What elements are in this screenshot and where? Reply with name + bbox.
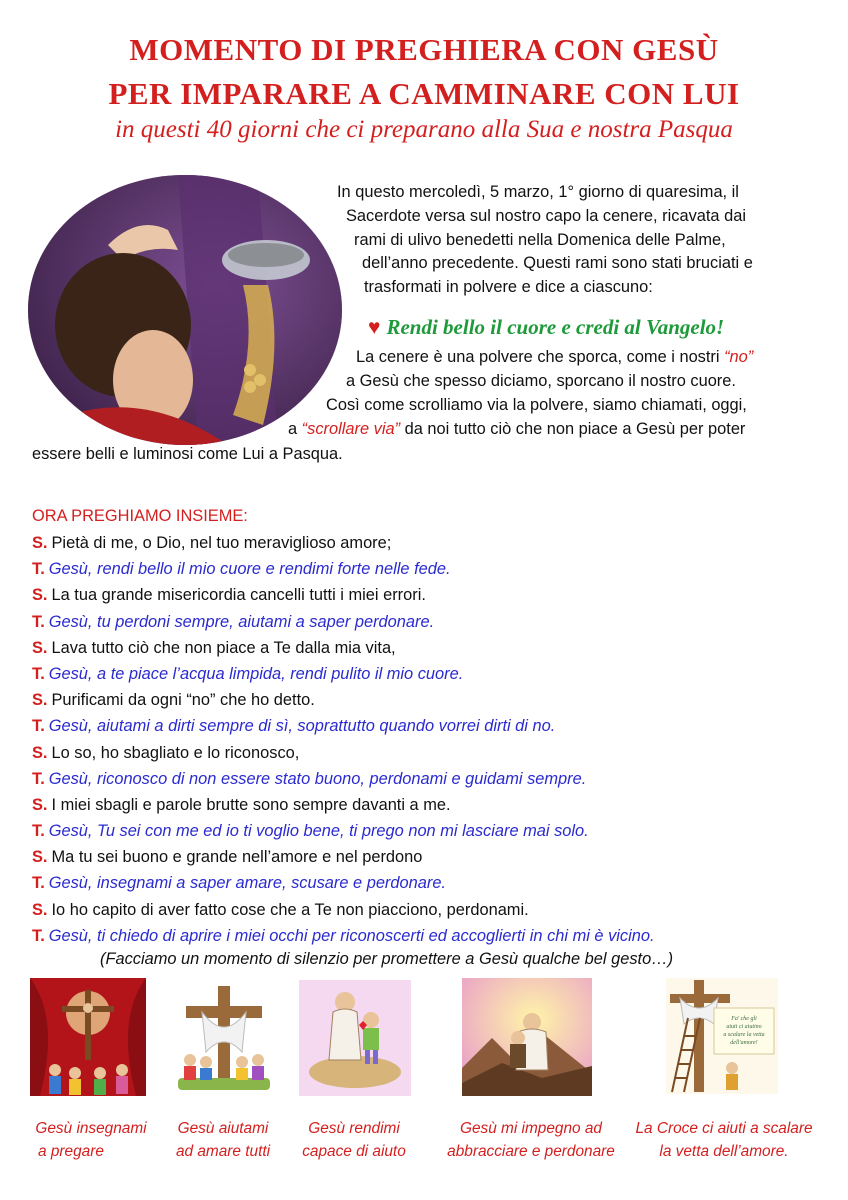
embrace-illustration bbox=[462, 978, 592, 1096]
prayer-line-s bbox=[32, 740, 832, 766]
caption-line-2: a pregare bbox=[38, 1143, 104, 1160]
prayer-line-s bbox=[32, 687, 832, 713]
prayer-line-t bbox=[32, 923, 832, 949]
prayer-line-t bbox=[32, 661, 832, 687]
intro-no-quote: “no” bbox=[724, 348, 754, 366]
prayer-line-t bbox=[32, 609, 832, 635]
image-ladder bbox=[666, 978, 778, 1094]
intro-line-8: Così come scrolliamo via la polvere, siamo chiamati, oggi, bbox=[326, 396, 747, 414]
ash-wednesday-photo bbox=[28, 175, 342, 445]
ash-wednesday-illustration bbox=[28, 175, 342, 445]
page-title-line-2: PER IMPARARE A CAMMINARE CON LUI bbox=[108, 76, 740, 111]
intro-line-3: rami di ulivo benedetti nella Domenica delle Palme, bbox=[354, 231, 726, 249]
speaker-label: S. bbox=[32, 900, 48, 919]
page-title-line-1: MOMENTO DI PREGHIERA CON GESÙ bbox=[129, 32, 719, 67]
prayer-text: Gesù, riconosco di non essere stato buono, perdonami e guidami sempre. bbox=[48, 769, 587, 788]
speaker-label: S. bbox=[32, 586, 48, 605]
page-subtitle: in questi 40 giorni che ci preparano alla Sua e nostra Pasqua bbox=[115, 116, 733, 143]
prayer-text: Gesù, a te piace l’acqua limpida, rendi pulito il mio cuore. bbox=[48, 664, 464, 683]
prayer-text: Lava tutto ciò che non piace a Te dalla mia vita, bbox=[51, 638, 396, 657]
heart-icon: ♥ bbox=[368, 315, 381, 339]
speaker-label: S. bbox=[32, 691, 48, 710]
prayer-text: Purificami da ogni “no” che ho detto. bbox=[51, 691, 315, 710]
prayer-line-s bbox=[32, 530, 832, 556]
ladder-sign-text: a scalare la vetta bbox=[723, 1032, 765, 1038]
prayer-line-t bbox=[32, 713, 832, 739]
caption-ladder bbox=[624, 1117, 824, 1163]
intro-line-9-end: da noi tutto ciò che non piace a Gesù per poter bbox=[400, 420, 746, 438]
jesus-helping-illustration bbox=[299, 980, 411, 1096]
prayer-line-s bbox=[32, 582, 832, 608]
speaker-label: T. bbox=[32, 874, 45, 893]
speaker-label: S. bbox=[32, 848, 48, 867]
ladder-sign-text: dell'amore! bbox=[730, 1040, 758, 1046]
intro-line-6 bbox=[356, 346, 753, 370]
caption-line-1: Gesù mi impegno ad bbox=[459, 1120, 602, 1137]
caption-line-1: Gesù aiutami bbox=[177, 1120, 269, 1137]
speaker-label: T. bbox=[32, 560, 45, 579]
prayer-text: Pietà di me, o Dio, nel tuo meraviglioso amore; bbox=[51, 534, 392, 552]
cross-ladder-illustration bbox=[666, 978, 778, 1094]
speaker-label: T. bbox=[32, 664, 45, 683]
prayer-text: Gesù, aiutami a dirti sempre di sì, soprattutto quando vorrei dirti di no. bbox=[48, 717, 556, 736]
prayer-text: Ma tu sei buono e grande nell’amore e nel perdono bbox=[51, 848, 423, 867]
speaker-label: T. bbox=[32, 822, 45, 841]
intro-scrollare-quote: “scrollare via” bbox=[301, 420, 401, 438]
intro-line-4: dell’anno precedente. Questi rami sono stati bruciati e bbox=[362, 254, 753, 272]
speaker-label: T. bbox=[32, 926, 45, 945]
caption-line-1: Gesù rendimi bbox=[308, 1120, 400, 1137]
intro-line-9 bbox=[288, 418, 745, 442]
cross-children-illustration bbox=[172, 982, 276, 1094]
intro-line-10: essere belli e luminosi come Lui a Pasqua. bbox=[32, 445, 343, 463]
intro-line-6-text: La cenere è una polvere che sporca, come i nostri bbox=[356, 348, 725, 366]
crucifix-children-illustration bbox=[30, 978, 146, 1096]
closing-note: (Facciamo un momento di silenzio per promettere a Gesù qualche bel gesto…) bbox=[100, 950, 674, 968]
caption-help bbox=[294, 1117, 414, 1163]
prayer-text: Io ho capito di aver fatto cose che a Te non piacciono, perdonami. bbox=[51, 900, 529, 919]
prayer-line-t bbox=[32, 870, 832, 896]
speaker-label: S. bbox=[32, 638, 48, 657]
prayer-text: Gesù, tu perdoni sempre, aiutami a saper perdonare. bbox=[48, 612, 435, 631]
prayer-text: I miei sbagli e parole brutte sono sempre davanti a me. bbox=[51, 795, 451, 814]
caption-embrace bbox=[436, 1117, 626, 1163]
speaker-label: S. bbox=[32, 534, 48, 552]
caption-line-2: ad amare tutti bbox=[175, 1143, 271, 1160]
prayer-text: Gesù, insegnami a saper amare, scusare e perdonare. bbox=[48, 874, 446, 893]
motto bbox=[368, 315, 724, 340]
caption-line-1: La Croce ci aiuti a scalare bbox=[635, 1120, 813, 1137]
intro-line-2: Sacerdote versa sul nostro capo la cenere, ricavata dai bbox=[346, 207, 746, 225]
prayer-line-s bbox=[32, 844, 832, 870]
prayer-heading: ORA PREGHIAMO INSIEME: bbox=[32, 507, 248, 525]
speaker-label: S. bbox=[32, 743, 48, 762]
intro-line-7: a Gesù che spesso diciamo, sporcano il nostro cuore. bbox=[346, 372, 736, 390]
prayer-text: Gesù, rendi bello il mio cuore e rendimi forte nelle fede. bbox=[48, 560, 451, 579]
prayer-text: La tua grande misericordia cancelli tutti i miei errori. bbox=[51, 586, 426, 605]
motto-text: Rendi bello il cuore e credi al Vangelo! bbox=[386, 315, 725, 339]
speaker-label: S. bbox=[32, 795, 48, 814]
image-help bbox=[299, 980, 411, 1096]
prayer-line-t bbox=[32, 556, 832, 582]
speaker-label: T. bbox=[32, 612, 45, 631]
prayer-text: Gesù, ti chiedo di aprire i miei occhi per riconoscerti ed accoglierti in chi mi è vicino. bbox=[48, 926, 655, 945]
prayer-line-s bbox=[32, 635, 832, 661]
caption-line-2: capace di aiuto bbox=[302, 1143, 406, 1160]
prayer-text: Gesù, Tu sei con me ed io ti voglio bene, ti prego non mi lasciare mai solo. bbox=[48, 822, 589, 841]
caption-pray bbox=[20, 1117, 162, 1163]
caption-love-all bbox=[168, 1117, 278, 1163]
prayer-line-t bbox=[32, 818, 832, 844]
caption-line-2: abbracciare e perdonare bbox=[447, 1143, 615, 1160]
image-embrace bbox=[462, 978, 592, 1096]
caption-line-1: Gesù insegnami bbox=[35, 1120, 147, 1137]
speaker-label: T. bbox=[32, 717, 45, 736]
prayer-text: Lo so, ho sbagliato e lo riconosco, bbox=[51, 743, 300, 762]
intro-line-9-start: a bbox=[288, 420, 302, 438]
caption-line-2: la vetta dell’amore. bbox=[659, 1143, 789, 1160]
image-pray bbox=[30, 978, 146, 1096]
intro-line-5: trasformati in polvere e dice a ciascuno: bbox=[364, 278, 653, 296]
speaker-label: T. bbox=[32, 769, 45, 788]
ladder-sign-text: Fa' che gli bbox=[731, 1016, 757, 1022]
image-love-all bbox=[172, 982, 276, 1094]
intro-line-1: In questo mercoledì, 5 marzo, 1° giorno di quaresima, il bbox=[337, 183, 739, 201]
prayer-list bbox=[32, 530, 832, 949]
ladder-sign-text: aiuti ci aiutino bbox=[726, 1024, 762, 1030]
prayer-line-t bbox=[32, 766, 832, 792]
prayer-line-s bbox=[32, 897, 832, 923]
prayer-line-s bbox=[32, 792, 832, 818]
